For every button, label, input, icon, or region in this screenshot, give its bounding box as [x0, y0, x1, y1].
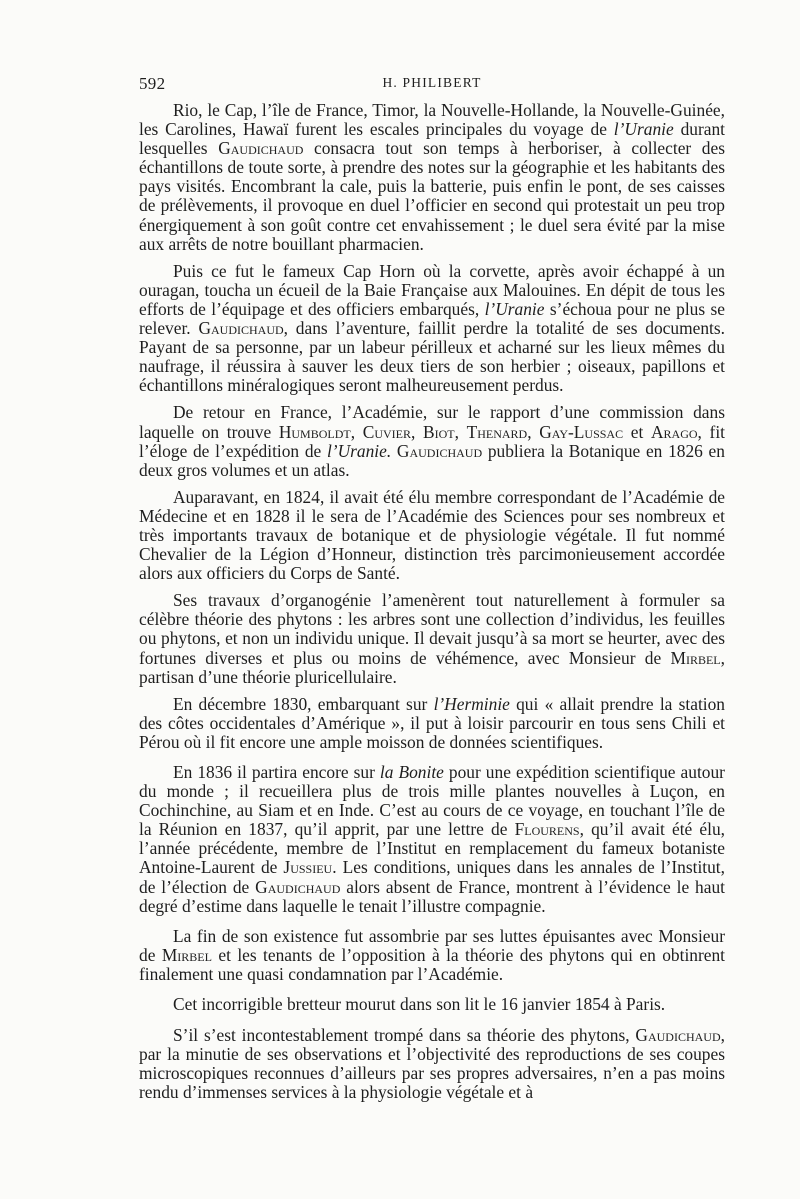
text-run: , qu’il avait été élu, l’année précédente, membre de l’Institut en remplacement du fameux botaniste Antoine-Laurent de [139, 819, 725, 878]
text-run: pour une expédition scientifique autour du monde ; il recueillera plus de trois mille plantes nouvelles à Luçon, en Cochinchine, au Siam et en Inde. C’est au cours de ce voyage, en touchant l’île de la Réunion en 1837, qu’il apprit, par une lettre de [139, 762, 725, 840]
text-run: Ses travaux d’organogénie l’amenèrent tout naturellement à formuler sa célèbre théorie des phytons : les arbres sont une collection d’individus, les feuilles ou phytons, et non un individu unique. Il devait jusqu’à sa mort se heurter, avec des fortunes diverses et plus ou moins de véhémence, avec Monsieur de [139, 590, 725, 668]
text-run: . Les conditions, uniques dans les annales de l’Institut, de l’élection de [139, 857, 725, 897]
text-run: durant lesquelles [139, 119, 725, 159]
name-smallcaps: Gaudichaud [198, 318, 284, 339]
name-smallcaps: Gaudichaud [396, 440, 483, 461]
text-run: consacra tout son temps à herboriser, à collecter des échantillons de toute sorte, à prendre des notes sur la géographie et les habitants des pays visités. Encombrant la cale, puis la batterie, puis enfin le pont, de ses caisses de prélèvements, il provoque en duel l’officier en second qui protestait un peu trop énergiquement à son goût contre cet envahissement ; le duel sera évité par la mise aux arrêts de notre bouillant pharmacien. [139, 138, 725, 254]
paragraph-2 [139, 262, 725, 396]
text-run: alors absent de France, montrent à l’évidence le haut degré d’estime dans laquelle le tenait l’illustre compagnie. [139, 876, 725, 916]
name-smallcaps: Thenard [466, 421, 528, 442]
page-header [139, 74, 725, 94]
text-run: En décembre 1830, embarquant sur [173, 693, 434, 714]
text-run: , dans l’aventure, faillit perdre la totalité de ses documents. Payant de sa personne, par un labeur périlleux et acharné sur les lieux mêmes du naufrage, il réussira à sauver les deux tiers de son herbier ; oiseaux, papillons et échantillons minéralogiques seront malheureusement perdus. [139, 318, 725, 396]
paragraph-1 [139, 101, 725, 254]
ship-name-italic: l’Uranie. [326, 440, 392, 461]
paragraph-7 [139, 763, 725, 916]
name-smallcaps: Arago [650, 421, 698, 442]
text-run: , par la minutie de ses observations et l’objectivité des reproductions de ses coupes microscopiques reconnues d’ailleurs par ses propres adversaires, n’en a pas moins rendu d’immenses services à la physiologie végétale et à [139, 1025, 725, 1103]
text-run: , [411, 421, 423, 442]
name-smallcaps: Jussieu [283, 857, 333, 878]
text-run: et les tenants de l’opposition à la théorie des phytons qui en obtinrent finalement une quasi condamnation par l’Académie. [139, 944, 726, 984]
text-run: S’il s’est incontestablement trompé dans sa théorie des phytons, [173, 1025, 636, 1046]
text-run: En 1836 il partira encore sur [173, 762, 380, 782]
ship-name-italic: l’Uranie [613, 119, 674, 140]
body-text [139, 101, 725, 1111]
paragraph-5 [139, 591, 725, 686]
text-run: , partisan d’une théorie pluricellulaire. [139, 647, 725, 687]
paragraph-3 [139, 403, 725, 479]
ship-name-italic: la Bonite [379, 762, 444, 782]
running-title: H. PHILIBERT [382, 75, 482, 90]
paragraph-6 [139, 695, 725, 752]
ship-name-italic: l’Herminie [433, 693, 510, 714]
name-smallcaps: Gaudichaud [218, 138, 304, 159]
name-smallcaps: Gaudichaud [635, 1025, 721, 1046]
paragraph-4 [139, 488, 725, 583]
text-run: Rio, le Cap, l’île de France, Timor, la Nouvelle-Hollande, la Nouvelle-Guinée, les Carolines, Hawaï furent les escales principales du voyage de [139, 100, 725, 140]
text-run: Cet incorrigible bretteur mourut dans son lit le 16 janvier 1854 à Paris. [173, 994, 666, 1015]
text-run: et [623, 421, 651, 442]
text-run: La fin de son existence fut assombrie par ses luttes épuisantes avec Monsieur de [139, 925, 725, 965]
ship-name-italic: l’Uranie [484, 298, 545, 319]
text-run: Puis ce fut le fameux Cap Horn où la corvette, après avoir échappé à un ouragan, toucha un écueil de la Baie Française aux Malouines. En dépit de tous les efforts de l’équipage et des officiers embarqués, [139, 260, 725, 319]
paragraph-8 [139, 927, 725, 984]
name-smallcaps: Biot [423, 421, 455, 442]
text-run: , [454, 421, 467, 442]
text-run: , [527, 421, 540, 442]
paragraph-9 [139, 995, 725, 1014]
text-run: Auparavant, en 1824, il avait été élu membre correspondant de l’Académie de Médecine et en 1828 il le sera de l’Académie des Sciences pour ses nombreux et très importants travaux de botanique et de physiologie végétale. Il fut nommé Chevalier de la Légion d’Honneur, distinction très parcimonieusement accordée alors aux officiers du Corps de Santé. [139, 486, 725, 584]
name-smallcaps: Flourens [514, 819, 580, 840]
text-run: De retour en France, l’Académie, sur le rapport d’une commission dans laquelle on trouve [139, 402, 725, 442]
name-smallcaps: Gay-Lussac [539, 421, 624, 442]
text-run: , [350, 421, 363, 442]
name-smallcaps: Humboldt [278, 421, 351, 442]
name-smallcaps: Mirbel [161, 944, 212, 965]
text-run: , fit l’éloge de l’expédition de [139, 421, 725, 461]
text-run: s’échoua pour ne plus se relever. [139, 298, 725, 339]
name-smallcaps: Gaudichaud [255, 876, 341, 897]
text-run: qui « allait prendre la station des côtes occidentales d’Amérique », il put à loisir parcourir en tous sens Chili et Pérou où il fit encore une ample moisson de données scientifiques. [139, 693, 725, 752]
text-run: publiera la Botanique en 1826 en deux gros volumes et un atlas. [139, 440, 725, 480]
name-smallcaps: Mirbel [670, 647, 721, 668]
paragraph-10 [139, 1026, 725, 1102]
page-number: 592 [139, 74, 166, 93]
name-smallcaps: Cuvier [362, 421, 411, 442]
